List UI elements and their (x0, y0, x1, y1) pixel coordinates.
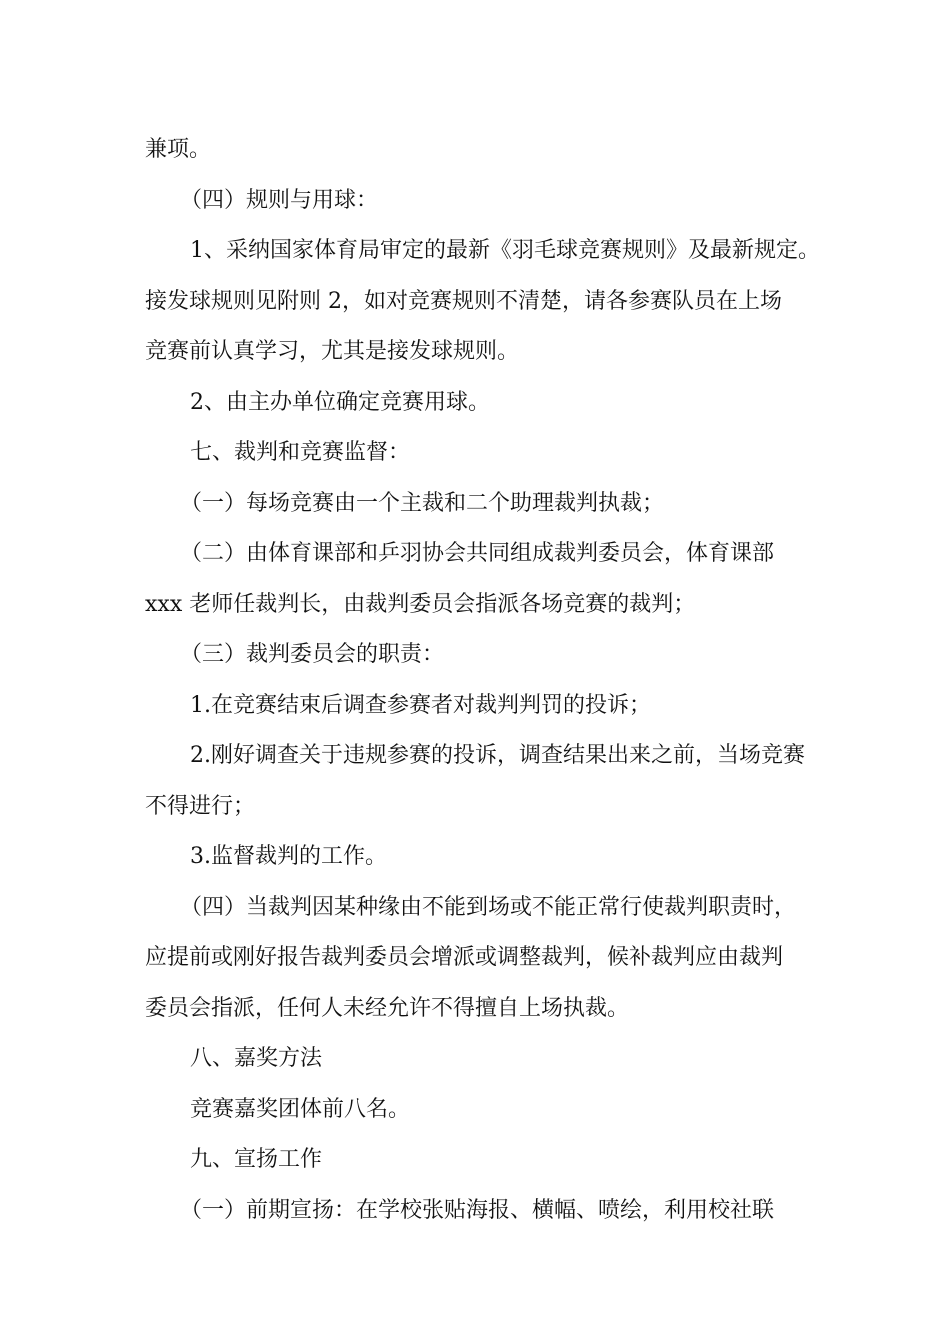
text-line: （四）当裁判因某种缘由不能到场或不能正常行使裁判职责时， (180, 895, 797, 920)
text-line: 2、由主办单位确定竞赛用球。 (190, 390, 490, 415)
text-line: 应提前或刚好报告裁判委员会增派或调整裁判，候补裁判应由裁判 (145, 945, 784, 970)
text-line: （三）裁判委员会的职责： (180, 642, 445, 667)
text-line: 1.在竞赛结束后调查参赛者对裁判判罚的投诉； (190, 693, 651, 718)
section-heading: 九、宣扬工作 (190, 1147, 323, 1172)
text-line: 1、采纳国家体育局审定的最新《羽毛球竞赛规则》及最新规定。 (190, 238, 820, 263)
text-line: （一）每场竞赛由一个主裁和二个助理裁判执裁； (180, 491, 665, 516)
text-line: 3.监督裁判的工作。 (190, 844, 387, 869)
text-line: 不得进行； (145, 794, 256, 819)
text-line: 委员会指派，任何人未经允许不得擅自上场执裁。 (145, 996, 630, 1021)
text-line: 兼项。 (145, 137, 212, 162)
text-line: （二）由体育课部和乒羽协会共同组成裁判委员会，体育课部 (180, 541, 775, 566)
section-heading: （四）规则与用球： (180, 188, 379, 213)
text-line: 竞赛前认真学习，尤其是接发球规则。 (145, 339, 520, 364)
section-heading: 七、裁判和竞赛监督： (190, 440, 411, 465)
text-line: 竞赛嘉奖团体前八名。 (190, 1097, 411, 1122)
section-heading: 八、嘉奖方法 (190, 1046, 323, 1071)
text-line: 2.刚好调查关于违规参赛的投诉，调查结果出来之前，当场竞赛 (190, 743, 805, 768)
text-line: 接发球规则见附则 2，如对竞赛规则不清楚，请各参赛队员在上场 (145, 289, 782, 314)
text-line: （一）前期宣扬：在学校张贴海报、横幅、喷绘，利用校社联 (180, 1198, 775, 1223)
text-line: xxx 老师任裁判长，由裁判委员会指派各场竞赛的裁判； (145, 592, 696, 617)
